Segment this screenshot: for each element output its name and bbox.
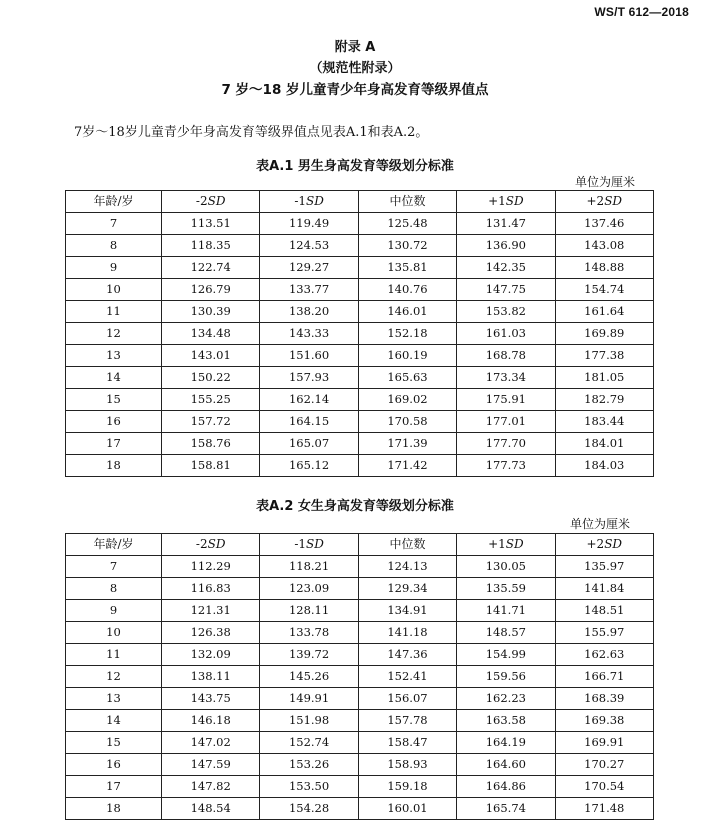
height-value-cell: 148.51 [555, 600, 653, 622]
sd-unit-label: SD [505, 194, 524, 208]
height-value-cell: 153.82 [457, 301, 555, 323]
column-header [457, 191, 555, 213]
height-value-cell: 165.07 [260, 433, 358, 455]
column-header [162, 534, 260, 556]
age-cell: 11 [66, 644, 162, 666]
height-value-cell: 162.63 [555, 644, 653, 666]
height-value-cell: 125.48 [358, 213, 456, 235]
height-value-cell: 159.56 [457, 666, 555, 688]
height-value-cell: 116.83 [162, 578, 260, 600]
table-row [66, 622, 654, 644]
table-row [66, 688, 654, 710]
height-value-cell: 149.91 [260, 688, 358, 710]
appendix-normative-label: （规范性附录） [309, 61, 401, 76]
height-value-cell: 175.91 [457, 389, 555, 411]
height-value-cell: 147.75 [457, 279, 555, 301]
table-row [66, 776, 654, 798]
height-value-cell: 138.11 [162, 666, 260, 688]
height-value-cell: 170.54 [555, 776, 653, 798]
column-header [555, 534, 653, 556]
age-cell: 14 [66, 710, 162, 732]
height-value-cell: 158.81 [162, 455, 260, 477]
age-cell: 7 [66, 556, 162, 578]
height-value-cell: 135.97 [555, 556, 653, 578]
table-row [66, 798, 654, 820]
height-value-cell: 168.78 [457, 345, 555, 367]
height-value-cell: 141.84 [555, 578, 653, 600]
height-value-cell: 152.41 [358, 666, 456, 688]
height-value-cell: 177.01 [457, 411, 555, 433]
height-value-cell: 151.98 [260, 710, 358, 732]
table-row [66, 301, 654, 323]
column-header [358, 191, 456, 213]
column-header-label: 中位数 [389, 194, 426, 208]
table-row [66, 411, 654, 433]
height-value-cell: 135.59 [457, 578, 555, 600]
table-a2-caption: 表A.2 女生身高发育等级划分标准 [256, 499, 454, 514]
age-cell: 8 [66, 578, 162, 600]
column-header-label: 年龄/岁 [93, 194, 134, 208]
table-row [66, 455, 654, 477]
age-cell: 11 [66, 301, 162, 323]
height-value-cell: 136.90 [457, 235, 555, 257]
column-header-label: +1 [488, 537, 506, 551]
column-header-label: -2 [195, 194, 208, 208]
height-value-cell: 161.64 [555, 301, 653, 323]
column-header-label: -2 [195, 537, 208, 551]
height-value-cell: 142.35 [457, 257, 555, 279]
height-value-cell: 158.47 [358, 732, 456, 754]
height-value-cell: 129.34 [358, 578, 456, 600]
table-header-row [66, 534, 654, 556]
height-value-cell: 113.51 [162, 213, 260, 235]
sd-unit-label: SD [306, 194, 324, 208]
column-header-label: +1 [488, 194, 506, 208]
column-header-label: +2 [586, 537, 605, 551]
sd-unit-label: SD [207, 537, 226, 551]
appendix-title: 附录 A [334, 40, 376, 55]
height-value-cell: 170.27 [555, 754, 653, 776]
age-cell: 9 [66, 600, 162, 622]
height-value-cell: 158.93 [358, 754, 456, 776]
height-value-cell: 161.03 [457, 323, 555, 345]
height-value-cell: 143.08 [555, 235, 653, 257]
intro-paragraph: 7岁～18岁儿童青少年身高发育等级界值点见表A.1和表A.2。 [74, 125, 429, 140]
height-value-cell: 152.74 [260, 732, 358, 754]
height-value-cell: 147.36 [358, 644, 456, 666]
height-value-cell: 184.01 [555, 433, 653, 455]
age-cell: 12 [66, 323, 162, 345]
height-value-cell: 143.75 [162, 688, 260, 710]
height-value-cell: 164.15 [260, 411, 358, 433]
age-cell: 13 [66, 688, 162, 710]
height-value-cell: 170.58 [358, 411, 456, 433]
height-value-cell: 122.74 [162, 257, 260, 279]
age-cell: 17 [66, 776, 162, 798]
sd-unit-label: SD [306, 537, 324, 551]
column-header [66, 534, 162, 556]
height-value-cell: 169.91 [555, 732, 653, 754]
height-value-cell: 158.76 [162, 433, 260, 455]
height-value-cell: 157.72 [162, 411, 260, 433]
height-value-cell: 123.09 [260, 578, 358, 600]
height-value-cell: 124.13 [358, 556, 456, 578]
height-value-cell: 171.42 [358, 455, 456, 477]
age-cell: 14 [66, 367, 162, 389]
height-value-cell: 177.38 [555, 345, 653, 367]
height-value-cell: 124.53 [260, 235, 358, 257]
height-value-cell: 164.86 [457, 776, 555, 798]
height-value-cell: 157.93 [260, 367, 358, 389]
height-value-cell: 184.03 [555, 455, 653, 477]
height-value-cell: 157.78 [358, 710, 456, 732]
height-value-cell: 165.74 [457, 798, 555, 820]
age-cell: 15 [66, 389, 162, 411]
table-row [66, 710, 654, 732]
table-row [66, 644, 654, 666]
height-value-cell: 141.18 [358, 622, 456, 644]
height-value-cell: 152.18 [358, 323, 456, 345]
height-value-cell: 135.81 [358, 257, 456, 279]
height-value-cell: 154.74 [555, 279, 653, 301]
age-cell: 13 [66, 345, 162, 367]
height-value-cell: 133.78 [260, 622, 358, 644]
height-value-cell: 132.09 [162, 644, 260, 666]
height-value-cell: 128.11 [260, 600, 358, 622]
height-value-cell: 147.59 [162, 754, 260, 776]
height-value-cell: 160.19 [358, 345, 456, 367]
table-row [66, 367, 654, 389]
table-row [66, 345, 654, 367]
height-value-cell: 177.70 [457, 433, 555, 455]
height-value-cell: 137.46 [555, 213, 653, 235]
table-row [66, 666, 654, 688]
table-row [66, 600, 654, 622]
height-value-cell: 147.82 [162, 776, 260, 798]
table-row [66, 257, 654, 279]
age-cell: 10 [66, 279, 162, 301]
height-value-cell: 154.99 [457, 644, 555, 666]
column-header-label: 年龄/岁 [93, 537, 134, 551]
table-row [66, 323, 654, 345]
height-value-cell: 165.12 [260, 455, 358, 477]
height-value-cell: 119.49 [260, 213, 358, 235]
height-value-cell: 145.26 [260, 666, 358, 688]
height-value-cell: 129.27 [260, 257, 358, 279]
height-value-cell: 121.31 [162, 600, 260, 622]
height-value-cell: 159.18 [358, 776, 456, 798]
table-row [66, 279, 654, 301]
column-header [555, 191, 653, 213]
height-value-cell: 126.79 [162, 279, 260, 301]
height-value-cell: 131.47 [457, 213, 555, 235]
height-value-cell: 171.48 [555, 798, 653, 820]
age-cell: 8 [66, 235, 162, 257]
table-a2-unit: 单位为厘米 [570, 517, 631, 531]
height-value-cell: 164.19 [457, 732, 555, 754]
height-value-cell: 138.20 [260, 301, 358, 323]
age-cell: 16 [66, 754, 162, 776]
height-value-cell: 151.60 [260, 345, 358, 367]
age-cell: 16 [66, 411, 162, 433]
height-value-cell: 173.34 [457, 367, 555, 389]
table-a2-female-height [65, 533, 654, 820]
height-value-cell: 146.18 [162, 710, 260, 732]
height-value-cell: 141.71 [457, 600, 555, 622]
age-cell: 18 [66, 798, 162, 820]
height-value-cell: 154.28 [260, 798, 358, 820]
column-header-label: -1 [294, 194, 307, 208]
appendix-subject: 7 岁～18 岁儿童青少年身高发育等级界值点 [221, 82, 489, 98]
column-header [162, 191, 260, 213]
height-value-cell: 130.05 [457, 556, 555, 578]
column-header [457, 534, 555, 556]
height-value-cell: 164.60 [457, 754, 555, 776]
height-value-cell: 146.01 [358, 301, 456, 323]
age-cell: 17 [66, 433, 162, 455]
height-value-cell: 150.22 [162, 367, 260, 389]
height-value-cell: 162.14 [260, 389, 358, 411]
height-value-cell: 166.71 [555, 666, 653, 688]
table-header-row [66, 191, 654, 213]
height-value-cell: 162.23 [457, 688, 555, 710]
table-row [66, 235, 654, 257]
height-value-cell: 118.21 [260, 556, 358, 578]
age-cell: 12 [66, 666, 162, 688]
height-value-cell: 153.26 [260, 754, 358, 776]
height-value-cell: 130.72 [358, 235, 456, 257]
column-header [358, 534, 456, 556]
height-value-cell: 112.29 [162, 556, 260, 578]
height-value-cell: 155.97 [555, 622, 653, 644]
height-value-cell: 181.05 [555, 367, 653, 389]
height-value-cell: 160.01 [358, 798, 456, 820]
table-row [66, 732, 654, 754]
age-cell: 7 [66, 213, 162, 235]
height-value-cell: 133.77 [260, 279, 358, 301]
height-value-cell: 143.01 [162, 345, 260, 367]
sd-unit-label: SD [604, 537, 623, 551]
table-row [66, 389, 654, 411]
sd-unit-label: SD [207, 194, 226, 208]
height-value-cell: 148.57 [457, 622, 555, 644]
table-a1-male-height [65, 190, 654, 477]
sd-unit-label: SD [604, 194, 623, 208]
height-value-cell: 139.72 [260, 644, 358, 666]
height-value-cell: 118.35 [162, 235, 260, 257]
table-row [66, 556, 654, 578]
height-value-cell: 153.50 [260, 776, 358, 798]
height-value-cell: 163.58 [457, 710, 555, 732]
table-row [66, 578, 654, 600]
height-value-cell: 169.02 [358, 389, 456, 411]
height-value-cell: 147.02 [162, 732, 260, 754]
age-cell: 9 [66, 257, 162, 279]
height-value-cell: 168.39 [555, 688, 653, 710]
column-header [260, 191, 358, 213]
height-value-cell: 177.73 [457, 455, 555, 477]
height-value-cell: 155.25 [162, 389, 260, 411]
height-value-cell: 182.79 [555, 389, 653, 411]
height-value-cell: 171.39 [358, 433, 456, 455]
height-value-cell: 148.54 [162, 798, 260, 820]
height-value-cell: 126.38 [162, 622, 260, 644]
age-cell: 15 [66, 732, 162, 754]
height-value-cell: 156.07 [358, 688, 456, 710]
age-cell: 10 [66, 622, 162, 644]
height-value-cell: 183.44 [555, 411, 653, 433]
height-value-cell: 169.89 [555, 323, 653, 345]
column-header-label: +2 [586, 194, 605, 208]
height-value-cell: 134.48 [162, 323, 260, 345]
height-value-cell: 140.76 [358, 279, 456, 301]
height-value-cell: 169.38 [555, 710, 653, 732]
height-value-cell: 134.91 [358, 600, 456, 622]
table-row [66, 433, 654, 455]
age-cell: 18 [66, 455, 162, 477]
column-header-label: -1 [294, 537, 307, 551]
height-value-cell: 130.39 [162, 301, 260, 323]
table-row [66, 213, 654, 235]
column-header [260, 534, 358, 556]
table-a1-caption: 表A.1 男生身高发育等级划分标准 [256, 159, 454, 174]
sd-unit-label: SD [505, 537, 524, 551]
column-header [66, 191, 162, 213]
column-header-label: 中位数 [389, 537, 426, 551]
standard-number: WS/T 612—2018 [594, 5, 689, 19]
height-value-cell: 143.33 [260, 323, 358, 345]
height-value-cell: 165.63 [358, 367, 456, 389]
height-value-cell: 148.88 [555, 257, 653, 279]
table-a1-unit: 单位为厘米 [575, 175, 636, 189]
table-row [66, 754, 654, 776]
